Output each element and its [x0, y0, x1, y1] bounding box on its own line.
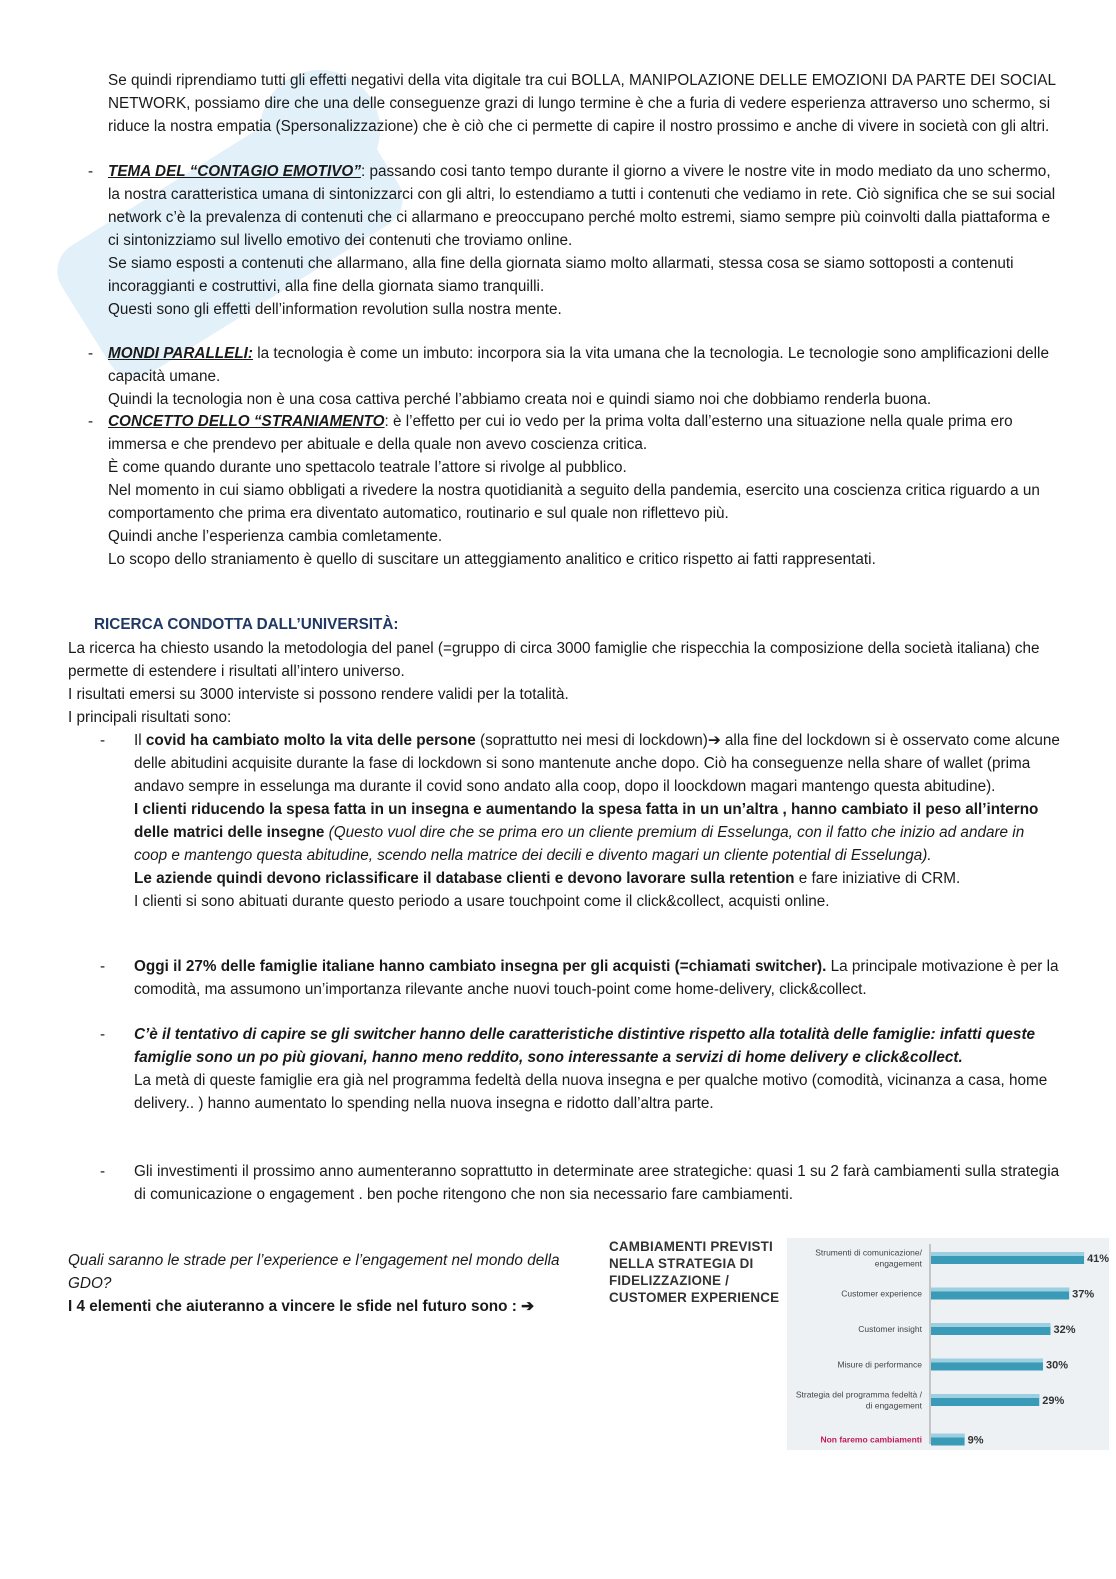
item-text: : passando cosi tanto tempo durante il giorno a vivere le nostre vite in modo mediato da uno schermo, la nostra caratteristica umana di sintonizzarci con gli altri, lo estendiamo a tutti i contenuti che vediamo in rete. Ciò significa che se sui social network c’è la prevalenza di contenuti che ci allarmano e preoccupano perché molto estremi, siamo sempre più coinvolti dalla piattaforma e ci sintonizziamo sul livello emotivo dei contenuti che troviamo online.: [108, 163, 1056, 249]
list-item: [88, 160, 1058, 321]
chart-value-label: 32%: [1053, 1324, 1076, 1336]
result-text: I clienti si sono abituati durante questo periodo a usare touchpoint come il click&collect, acquisti online.: [134, 893, 830, 910]
item-heading: TEMA DEL “CONTAGIO EMOTIVO”: [108, 163, 361, 180]
arrow-icon: ➔: [707, 732, 721, 749]
chart-value-label: 9%: [967, 1434, 984, 1447]
result-bold: covid ha cambiato molto la vita delle persone: [145, 732, 476, 749]
result-text: alla fine del lockdown si è osservato come alcune delle abitudini acquisite durante la fase di lockdown si sono mantenute anche dopo. Ciò ha conseguenze nella share of wallet (prima andavo sempre in esselunga ma durante il covid sono andato alla coop, dopo il loockdown magari mantengo questa abitudine).: [134, 732, 1060, 795]
chart-bar-highlight: [931, 1323, 1050, 1327]
list-item: [88, 410, 1058, 571]
result-text: La metà di queste famiglie era già nel programma fedeltà della nuova insegna e per qualche motivo (comodità, vicinanza a casa, home delivery.. ) hanno aumentato lo spending nella nuova insegna e ridotto dall’altra parte.: [134, 1072, 1048, 1112]
research-p3: I principali risultati sono:: [68, 709, 232, 726]
result-bold: Oggi il 27% delle famiglie italiane hanno cambiato insegna per gli acquisti (=chiamati switcher).: [134, 958, 827, 975]
chart-category-label: Non faremo cambiamenti: [820, 1434, 922, 1445]
chart-category-label: Misure di performance: [837, 1359, 922, 1370]
dash-marker: -: [100, 1163, 106, 1180]
item-extra: Quindi la tecnologia non è una cosa cattiva perché l’abbiamo creata noi e quindi siamo noi che dobbiamo renderla buona.: [108, 391, 932, 408]
item-text: la tecnologia è come un imbuto: incorpora sia la vita umana che la tecnologia. Le tecnologie sono amplificazioni delle capacità umane.: [108, 345, 1049, 385]
chart-bar-highlight: [931, 1359, 1043, 1363]
chart-category-label: Customer experience: [841, 1288, 922, 1299]
dash-marker: -: [88, 413, 94, 430]
chart-bar-highlight: [931, 1288, 1069, 1292]
chart-bar-highlight: [931, 1394, 1039, 1398]
result-item: [100, 729, 1060, 913]
chart-bar-highlight: [931, 1252, 1084, 1256]
dash-marker: -: [88, 163, 94, 180]
dash-marker: -: [88, 345, 94, 362]
result-text: La principale motivazione è per la comodità, ma assumono un’importanza rilevante anche nuovi touch-point come home-delivery, click&collect.: [134, 958, 1059, 998]
result-text: Gli investimenti il prossimo anno aumenteranno soprattutto in determinate aree strategiche: quasi 1 su 2 farà cambiamenti sulla strategia di comunicazione o engagement . ben poche ritengono che non sia necessario fare cambiamenti.: [134, 1163, 1060, 1203]
result-item: [100, 1023, 1060, 1115]
question-text: Quali saranno le strade per l’experience e l’engagement nel mondo della GDO?: [68, 1252, 560, 1292]
item-heading: MONDI PARALLELI:: [108, 345, 254, 362]
result-item: [100, 955, 1060, 1001]
chart-title: CAMBIAMENTI PREVISTI NELLA STRATEGIA DI FIDELIZZAZIONE / CUSTOMER EXPERIENCE: [609, 1239, 780, 1305]
chart-category-label: Customer insight: [858, 1324, 922, 1334]
answer-text: I 4 elementi che aiuteranno a vincere le sfide nel futuro sono :: [68, 1298, 522, 1315]
research-p1: La ricerca ha chiesto usando la metodologia del panel (=gruppo di circa 3000 famiglie che rispecchia la composizione della società italiana) che permette di estendere i risultati all’intero universo.: [68, 640, 1040, 680]
intro-paragraph: Se quindi riprendiamo tutti gli effetti negativi della vita digitale tra cui BOLLA, MANIPOLAZIONE DELLE EMOZIONI DA PARTE DEI SOCIAL NETWORK, possiamo dire che una delle conseguenze grazi di lungo termine è che a furia di vedere esperienza attraverso uno schermo, si riduce la nostra empatia (Spersonalizzazione) che è ciò che ci permette di capire il nostro prossimo e anche di vivere in società con gli altri.: [108, 72, 1056, 135]
chart-value-label: 41%: [1087, 1253, 1109, 1265]
chart-category-label: Strumenti di comunicazione/ engagement: [815, 1247, 922, 1269]
chart-value-label: 30%: [1046, 1359, 1069, 1372]
research-intro: [68, 637, 1058, 729]
result-item: [100, 1160, 1060, 1206]
item-extra: Nel momento in cui siamo obbligati a rivedere la nostra quotidianità a seguito della pandemia, esercito una coscienza critica riguardo a un comportamento che prima era diventato automatico, routinario e sul quale non riflettevo più.: [108, 482, 1040, 522]
item-heading: CONCETTO DELLO “STRANIAMENTO: [108, 413, 385, 430]
item-text: : è l’effetto per cui io vedo per la prima volta dall’esterno una situazione nella quale prima ero immersa e che prendevo per abituale e della quale non avevo coscienza critica.: [108, 413, 1013, 453]
dash-marker: -: [100, 958, 106, 975]
result-text: e fare iniziative di CRM.: [794, 870, 961, 887]
item-extra: È come quando durante uno spettacolo teatrale l’attore si rivolge al pubblico.: [108, 459, 627, 476]
chart-category-label: Strategia del programma fedeltà / di engagement: [795, 1389, 922, 1411]
bar-chart: [787, 1238, 1109, 1450]
result-italic: (Questo vuol dire che se prima ero un cliente premium di Esselunga, con il fatto che inizio ad andare in coop e mantengo questa abitudine, scendo nella matrice dei decili e divento magari un cliente potential di Esselunga).: [134, 824, 1025, 864]
item-extra: Quindi anche l’esperienza cambia comletamente.: [108, 528, 443, 545]
arrow-icon: ➔: [521, 1298, 534, 1315]
research-p2: I risultati emersi su 3000 interviste si possono rendere validi per la totalità.: [68, 686, 569, 703]
question-block: [68, 1249, 588, 1318]
result-bold: Le aziende quindi devono riclassificare il database clienti e devono lavorare sulla retention: [134, 870, 795, 887]
result-bold-italic: C’è il tentativo di capire se gli switcher hanno delle caratteristiche distintive rispetto alla totalità delle famiglie: infatti queste famiglie sono un po più giovani, hanno meno reddito, sono interessante a servizi di home delivery e click&collect.: [134, 1026, 1036, 1066]
result-text: Il: [134, 732, 146, 749]
list-item: [88, 342, 1058, 411]
dash-marker: -: [100, 1026, 106, 1043]
result-text: (soprattutto nei mesi di lockdown): [475, 732, 708, 749]
item-extra: Lo scopo dello straniamento è quello di suscitare un atteggiamento analitico e critico rispetto ai fatti rappresentati.: [108, 551, 876, 568]
chart-bar-highlight: [931, 1434, 965, 1438]
chart-value-label: 37%: [1072, 1288, 1095, 1301]
dash-marker: -: [100, 732, 106, 749]
item-extra: Se siamo esposti a contenuti che allarmano, alla fine della giornata siamo molto allarmati, stessa cosa se siamo sottoposti a contenuti incoraggianti e costruttivi, alla fine della giornata siamo tranquilli.: [108, 255, 1014, 295]
result-bold: I clienti riducendo la spesa fatta in un insegna e aumentando la spesa fatta in un un’altra , hanno cambiato il peso all’interno delle matrici delle insegne: [134, 801, 1039, 841]
chart-value-label: 29%: [1042, 1395, 1065, 1407]
section-title: RICERCA CONDOTTA DALL’UNIVERSITÀ:: [94, 616, 399, 633]
item-extra: Questi sono gli effetti dell’information revolution sulla nostra mente.: [108, 301, 562, 318]
